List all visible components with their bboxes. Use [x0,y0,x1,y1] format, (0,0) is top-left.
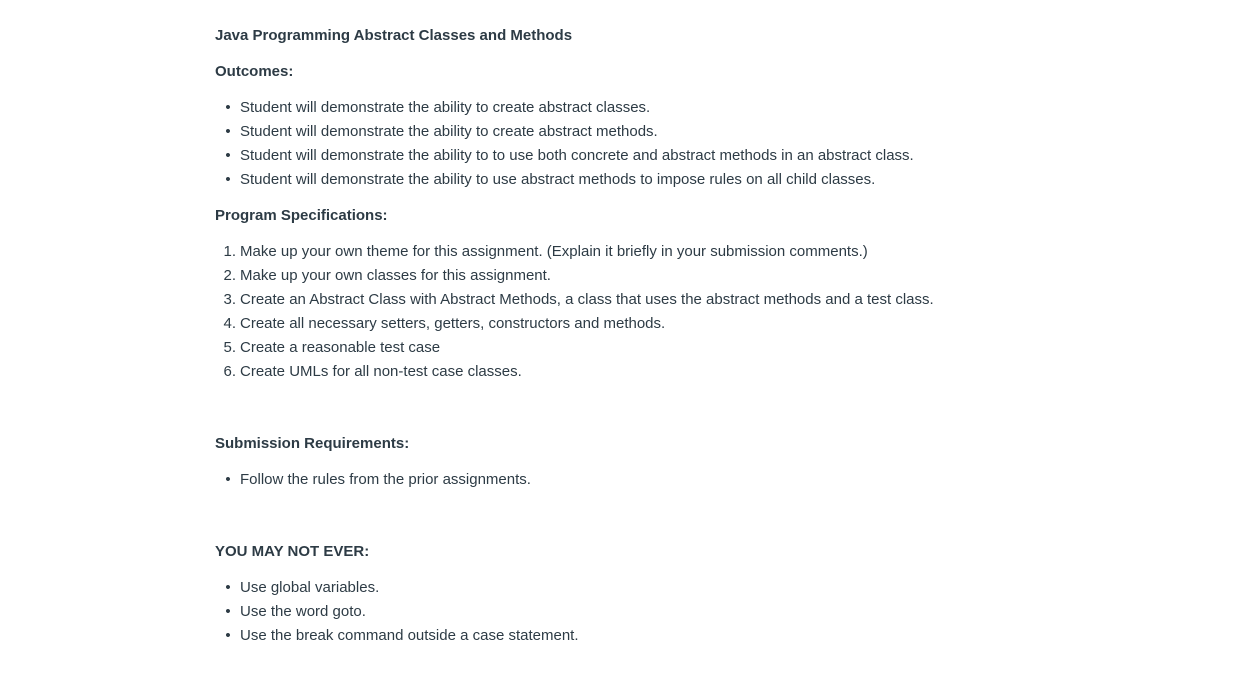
outcomes-heading: Outcomes: [215,63,294,80]
item-number: 5. [223,339,236,356]
prohibited-heading: YOU MAY NOT EVER: [215,543,370,560]
specifications-list [215,240,1215,384]
list-item [215,288,1215,312]
outcome-text: Student will demonstrate the ability to to use both concrete and abstract methods in an abstract class. [240,147,914,164]
item-number: 6. [223,363,236,380]
submission-text: Follow the rules from the prior assignments. [240,471,531,488]
list-item [215,336,1215,360]
item-number: 3. [223,291,236,308]
specification-text: Make up your own theme for this assignment. (Explain it briefly in your submission comments.) [240,243,868,260]
item-number: 4. [223,315,236,332]
list-item [215,264,1215,288]
item-number: 1. [223,243,236,260]
list-item [215,360,1215,384]
specification-text: Make up your own classes for this assignment. [240,267,551,284]
bullet-icon: • [225,603,231,620]
prohibited-text: Use global variables. [240,579,380,596]
list-item [215,600,1215,624]
bullet-icon: • [225,579,231,596]
list-item [215,624,1215,648]
item-number: 2. [223,267,236,284]
specification-text: Create UMLs for all non-test case classes. [240,363,522,380]
list-item [215,120,1215,144]
list-item [215,96,1215,120]
assignment-description [215,24,1215,648]
bullet-icon: • [225,147,231,164]
prohibited-list [215,576,1215,648]
list-item [215,240,1215,264]
prohibited-text: Use the break command outside a case statement. [240,627,579,644]
list-item [215,168,1215,192]
prohibited-text: Use the word goto. [240,603,366,620]
list-item [215,144,1215,168]
outcomes-list [215,96,1215,192]
page-title: Java Programming Abstract Classes and Methods [215,27,573,44]
bullet-icon: • [225,471,231,488]
outcome-text: Student will demonstrate the ability to create abstract methods. [240,123,658,140]
bullet-icon: • [225,627,231,644]
specification-text: Create a reasonable test case [240,339,441,356]
submission-heading: Submission Requirements: [215,435,410,452]
list-item [215,468,1215,492]
specification-text: Create all necessary setters, getters, constructors and methods. [240,315,666,332]
outcome-text: Student will demonstrate the ability to create abstract classes. [240,99,651,116]
specification-text: Create an Abstract Class with Abstract Methods, a class that uses the abstract methods and a test class. [240,291,934,308]
bullet-icon: • [225,99,231,116]
submission-list [215,468,1215,492]
bullet-icon: • [225,123,231,140]
list-item [215,576,1215,600]
outcome-text: Student will demonstrate the ability to use abstract methods to impose rules on all child classes. [240,171,876,188]
bullet-icon: • [225,171,231,188]
specifications-heading: Program Specifications: [215,207,388,224]
list-item [215,312,1215,336]
